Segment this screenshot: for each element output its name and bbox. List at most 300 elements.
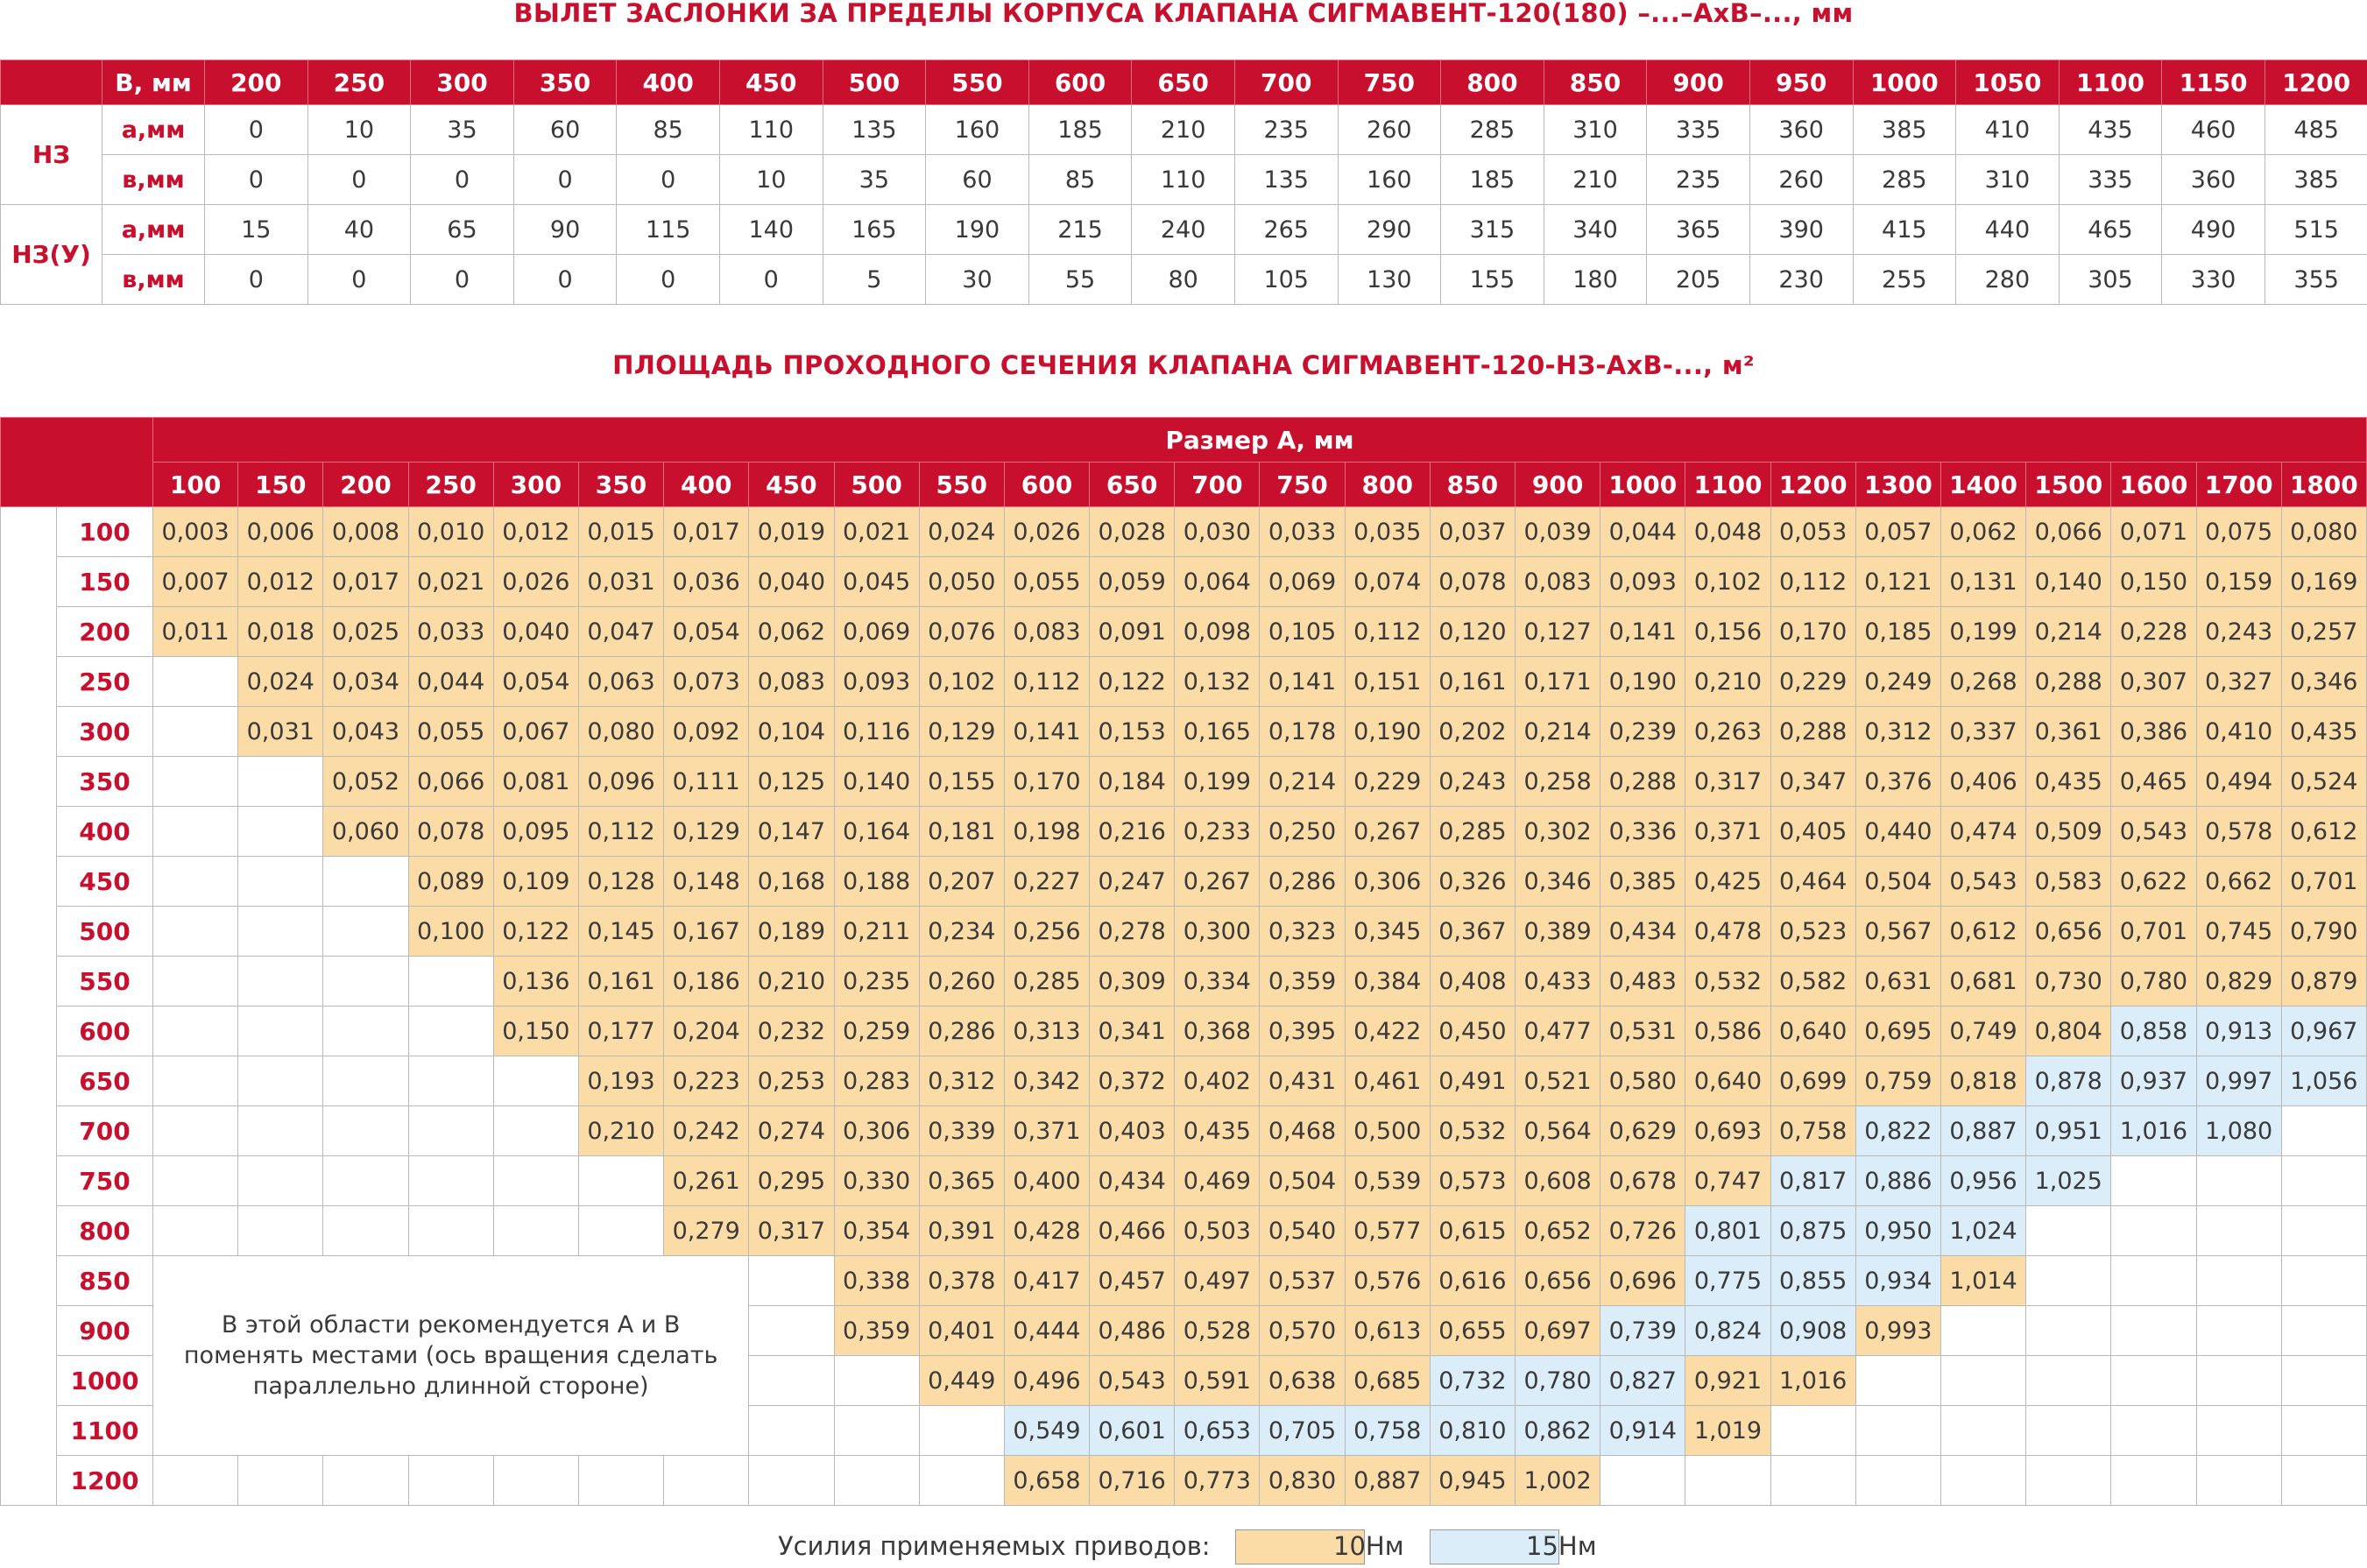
table2-empty-cell bbox=[2281, 1106, 2366, 1156]
table2-cell: 0,243 bbox=[2196, 607, 2281, 657]
table2-cell: 0,629 bbox=[1600, 1106, 1685, 1156]
table2-cell: 0,886 bbox=[1855, 1156, 1940, 1206]
table2-cell: 0,801 bbox=[1685, 1206, 1770, 1256]
table2-cell: 0,336 bbox=[1600, 807, 1685, 857]
table2-cell: 0,330 bbox=[834, 1156, 919, 1206]
table2-cell: 0,190 bbox=[1600, 657, 1685, 707]
table2-cell: 0,913 bbox=[2196, 1006, 2281, 1056]
table2-cell: 0,309 bbox=[1090, 957, 1175, 1006]
table1-cell: 285 bbox=[1853, 155, 1956, 205]
table1-cell: 85 bbox=[617, 105, 720, 155]
table1-col-header: 1150 bbox=[2162, 60, 2265, 105]
table2-empty-cell bbox=[153, 1456, 238, 1506]
table2-row-label: 350 bbox=[57, 757, 153, 807]
table2-cell: 1,002 bbox=[1516, 1456, 1600, 1506]
table2-cell: 0,697 bbox=[1516, 1306, 1600, 1356]
table2-row-label: 200 bbox=[57, 607, 153, 657]
table1-cell: 30 bbox=[926, 255, 1029, 305]
table2-cell: 0,612 bbox=[1940, 907, 2025, 957]
table1-col-header: 850 bbox=[1544, 60, 1647, 105]
table2-empty-cell bbox=[153, 757, 238, 807]
table2-col-header: 1000 bbox=[1600, 463, 1685, 507]
table1-cell: 335 bbox=[1647, 105, 1750, 155]
table2-cell: 0,199 bbox=[1940, 607, 2025, 657]
table1-col-header: 550 bbox=[926, 60, 1029, 105]
table2-cell: 0,210 bbox=[578, 1106, 663, 1156]
table2-cell: 0,285 bbox=[1004, 957, 1089, 1006]
table2-cell: 0,887 bbox=[1940, 1106, 2025, 1156]
table2-empty-cell bbox=[2111, 1156, 2196, 1206]
table2-cell: 0,131 bbox=[1940, 557, 2025, 607]
table2-cell: 0,317 bbox=[749, 1206, 834, 1256]
table2-cell: 0,613 bbox=[1345, 1306, 1430, 1356]
table2-cell: 0,824 bbox=[1685, 1306, 1770, 1356]
table1-group-label: НЗ bbox=[1, 105, 102, 205]
table2-cell: 0,537 bbox=[1260, 1256, 1345, 1306]
table2-cell: 0,025 bbox=[323, 607, 408, 657]
table2-row-label: 800 bbox=[57, 1206, 153, 1256]
table2-cell: 0,726 bbox=[1600, 1206, 1685, 1256]
table2-row-label: 1200 bbox=[57, 1456, 153, 1506]
table2-cell: 0,608 bbox=[1516, 1156, 1600, 1206]
table2-cell: 0,249 bbox=[1855, 657, 1940, 707]
table2-empty-cell bbox=[1855, 1456, 1940, 1506]
table2-cell: 0,028 bbox=[1090, 507, 1175, 557]
table2-cell: 0,112 bbox=[1345, 607, 1430, 657]
table2-cell: 0,616 bbox=[1430, 1256, 1515, 1306]
table2-cell: 0,543 bbox=[1090, 1356, 1175, 1406]
table2-cell: 0,386 bbox=[2111, 707, 2196, 757]
table2-empty-cell bbox=[749, 1406, 834, 1456]
table1-header-row bbox=[1, 60, 2367, 105]
table1-cell: 260 bbox=[1338, 105, 1441, 155]
table2-cell: 0,062 bbox=[749, 607, 834, 657]
table2-cell: 0,780 bbox=[2111, 957, 2196, 1006]
table2-empty-cell bbox=[1940, 1306, 2025, 1356]
table2-col-header: 1700 bbox=[2196, 463, 2281, 507]
table2-cell: 0,063 bbox=[578, 657, 663, 707]
table2-cell: 0,496 bbox=[1004, 1356, 1089, 1406]
table2-row-label: 300 bbox=[57, 707, 153, 757]
table2-cell: 0,017 bbox=[323, 557, 408, 607]
table2-cell: 0,567 bbox=[1855, 907, 1940, 957]
table1-cell: 280 bbox=[1956, 255, 2060, 305]
table2-empty-cell bbox=[578, 1156, 663, 1206]
table2-row-label: 900 bbox=[57, 1306, 153, 1356]
table2-cell: 1,056 bbox=[2281, 1056, 2366, 1106]
flow-area-table bbox=[0, 417, 2367, 1506]
table2-cell: 0,817 bbox=[1770, 1156, 1855, 1206]
table2-empty-cell bbox=[238, 807, 323, 857]
table2-empty-cell bbox=[2196, 1406, 2281, 1456]
legend-item-15nm: 15Нм bbox=[1526, 1531, 1597, 1561]
table2-empty-cell bbox=[323, 1056, 408, 1106]
table2-cell: 0,532 bbox=[1430, 1106, 1515, 1156]
table2-cell: 0,161 bbox=[1430, 657, 1515, 707]
table1-row bbox=[1, 205, 2367, 255]
table2-empty-cell bbox=[2111, 1356, 2196, 1406]
table1-col-header: 450 bbox=[719, 60, 823, 105]
table2-cell: 0,066 bbox=[2026, 507, 2111, 557]
table2-cell: 0,326 bbox=[1430, 857, 1515, 907]
legend-item-10nm: 10Нм bbox=[1333, 1531, 1404, 1561]
table2-cell: 0,096 bbox=[578, 757, 663, 807]
table2-empty-cell bbox=[2111, 1206, 2196, 1256]
table2-cell: 0,080 bbox=[578, 707, 663, 757]
table1-col-header: 1200 bbox=[2265, 60, 2367, 105]
table2-cell: 0,073 bbox=[664, 657, 749, 707]
table2-cell: 0,491 bbox=[1430, 1056, 1515, 1106]
table2-cell: 0,503 bbox=[1175, 1206, 1260, 1256]
table2-cell: 0,190 bbox=[1345, 707, 1430, 757]
table2-cell: 0,076 bbox=[919, 607, 1004, 657]
table2-cell: 0,312 bbox=[919, 1056, 1004, 1106]
table2-cell: 0,747 bbox=[1685, 1156, 1770, 1206]
table2-col-header: 1600 bbox=[2111, 463, 2196, 507]
table1-cell: 180 bbox=[1544, 255, 1647, 305]
table2-empty-cell bbox=[1685, 1456, 1770, 1506]
table2-cell: 0,914 bbox=[1600, 1406, 1685, 1456]
table2-cell: 0,371 bbox=[1004, 1106, 1089, 1156]
table2-cell: 0,879 bbox=[2281, 957, 2366, 1006]
table2-cell: 0,047 bbox=[578, 607, 663, 657]
table2-empty-cell bbox=[153, 657, 238, 707]
table2-empty-cell bbox=[408, 1056, 493, 1106]
table1-row-label: а,мм bbox=[102, 205, 205, 255]
table2-cell: 0,112 bbox=[1770, 557, 1855, 607]
table1-cell: 365 bbox=[1647, 205, 1750, 255]
table2-empty-cell bbox=[238, 757, 323, 807]
table2-cell: 0,457 bbox=[1090, 1256, 1175, 1306]
table2-cell: 0,189 bbox=[749, 907, 834, 957]
table2-empty-cell bbox=[1855, 1406, 1940, 1456]
table2-cell: 0,263 bbox=[1685, 707, 1770, 757]
table1-header-label: В, мм bbox=[102, 60, 205, 105]
table1-cell: 360 bbox=[1749, 105, 1853, 155]
table2-cell: 0,243 bbox=[1430, 757, 1515, 807]
table2-cell: 0,543 bbox=[2111, 807, 2196, 857]
table2-corner-cell bbox=[1, 418, 153, 507]
table2-header-row-2 bbox=[1, 463, 2367, 507]
table2-cell: 0,652 bbox=[1516, 1206, 1600, 1256]
table2-cell: 0,405 bbox=[1770, 807, 1855, 857]
table2-cell: 0,109 bbox=[493, 857, 578, 907]
table2-empty-cell bbox=[749, 1456, 834, 1506]
table2-empty-cell bbox=[238, 1106, 323, 1156]
table1-cell: 160 bbox=[1338, 155, 1441, 205]
table2-empty-cell bbox=[493, 1056, 578, 1106]
table2-cell: 0,035 bbox=[1345, 507, 1430, 557]
table2-col-header: 650 bbox=[1090, 463, 1175, 507]
table2-cell: 0,368 bbox=[1175, 1006, 1260, 1056]
table2-cell: 0,256 bbox=[1004, 907, 1089, 957]
table2-cell: 0,359 bbox=[1260, 957, 1345, 1006]
table2-cell: 0,749 bbox=[1940, 1006, 2025, 1056]
table1-cell: 255 bbox=[1853, 255, 1956, 305]
table2-cell: 0,434 bbox=[1600, 907, 1685, 957]
table2-cell: 0,034 bbox=[323, 657, 408, 707]
table2-cell: 0,155 bbox=[919, 757, 1004, 807]
table2-cell: 0,827 bbox=[1600, 1356, 1685, 1406]
table1-col-header: 750 bbox=[1338, 60, 1441, 105]
table2-cell: 0,078 bbox=[1430, 557, 1515, 607]
table2-cell: 0,064 bbox=[1175, 557, 1260, 607]
table2-cell: 0,829 bbox=[2196, 957, 2281, 1006]
table2-cell: 0,378 bbox=[919, 1256, 1004, 1306]
table2-cell: 0,312 bbox=[1855, 707, 1940, 757]
table2-cell: 0,031 bbox=[238, 707, 323, 757]
table2-cell: 0,288 bbox=[1770, 707, 1855, 757]
table2-empty-cell bbox=[2281, 1306, 2366, 1356]
table2-cell: 1,014 bbox=[1940, 1256, 2025, 1306]
table2-cell: 0,295 bbox=[749, 1156, 834, 1206]
table2-cell: 0,060 bbox=[323, 807, 408, 857]
table2-cell: 0,021 bbox=[408, 557, 493, 607]
table2-cell: 0,170 bbox=[1770, 607, 1855, 657]
table1-cell: 185 bbox=[1441, 155, 1544, 205]
table2-cell: 0,532 bbox=[1685, 957, 1770, 1006]
table2-cell: 0,250 bbox=[1260, 807, 1345, 857]
table2-cell: 0,658 bbox=[1004, 1456, 1089, 1506]
table1-row bbox=[1, 255, 2367, 305]
table2-cell: 0,024 bbox=[238, 657, 323, 707]
table1-cell: 0 bbox=[513, 155, 617, 205]
table2-cell: 0,500 bbox=[1345, 1106, 1430, 1156]
table2-cell: 0,054 bbox=[493, 657, 578, 707]
table2-cell: 0,701 bbox=[2281, 857, 2366, 907]
table2-cell: 0,233 bbox=[1175, 807, 1260, 857]
table2-cell: 0,286 bbox=[919, 1006, 1004, 1056]
table2-row-label: 400 bbox=[57, 807, 153, 857]
table2-cell: 0,822 bbox=[1855, 1106, 1940, 1156]
table2-cell: 0,132 bbox=[1175, 657, 1260, 707]
table2-cell: 0,128 bbox=[578, 857, 663, 907]
table2-cell: 0,434 bbox=[1090, 1156, 1175, 1206]
table1-cell: 385 bbox=[1853, 105, 1956, 155]
table2-cell: 0,006 bbox=[238, 507, 323, 557]
table2-cell: 0,993 bbox=[1855, 1306, 1940, 1356]
table1-cell: 215 bbox=[1028, 205, 1132, 255]
table2-cell: 0,583 bbox=[2026, 857, 2111, 907]
table2-cell: 0,012 bbox=[238, 557, 323, 607]
table2-cell: 0,055 bbox=[1004, 557, 1089, 607]
table1-cell: 55 bbox=[1028, 255, 1132, 305]
table2-cell: 0,257 bbox=[2281, 607, 2366, 657]
table2-cell: 0,338 bbox=[834, 1256, 919, 1306]
table2-cell: 0,950 bbox=[1855, 1206, 1940, 1256]
table1-cell: 35 bbox=[411, 105, 514, 155]
table1-cell: 80 bbox=[1132, 255, 1235, 305]
table2-cell: 0,040 bbox=[493, 607, 578, 657]
table2-cell: 0,573 bbox=[1430, 1156, 1515, 1206]
table2-cell: 0,214 bbox=[1260, 757, 1345, 807]
table2-cell: 0,486 bbox=[1090, 1306, 1175, 1356]
table2-empty-cell bbox=[2026, 1356, 2111, 1406]
table2-empty-cell bbox=[2196, 1306, 2281, 1356]
table2-empty-cell bbox=[408, 1156, 493, 1206]
table2-cell: 0,428 bbox=[1004, 1206, 1089, 1256]
table1-cell: 465 bbox=[2059, 205, 2162, 255]
table1-corner-cell bbox=[1, 60, 102, 105]
table2-empty-cell bbox=[1940, 1406, 2025, 1456]
table2-empty-cell bbox=[323, 857, 408, 907]
table1-cell: 310 bbox=[1544, 105, 1647, 155]
table2-cell: 0,210 bbox=[749, 957, 834, 1006]
table2-cell: 0,549 bbox=[1004, 1406, 1089, 1456]
table1-cell: 105 bbox=[1234, 255, 1338, 305]
table2-empty-cell bbox=[2196, 1356, 2281, 1406]
table2-empty-cell bbox=[238, 1006, 323, 1056]
table2-row bbox=[1, 957, 2367, 1006]
table2-cell: 0,612 bbox=[2281, 807, 2366, 857]
table2-cell: 0,177 bbox=[578, 1006, 663, 1056]
table2-cell: 0,127 bbox=[1516, 607, 1600, 657]
table2-col-header: 1300 bbox=[1855, 463, 1940, 507]
table2-row-label: 1000 bbox=[57, 1356, 153, 1406]
table2-cell: 0,540 bbox=[1260, 1206, 1345, 1256]
table2-cell: 0,371 bbox=[1685, 807, 1770, 857]
table2-row bbox=[1, 757, 2367, 807]
table2-cell: 0,937 bbox=[2111, 1056, 2196, 1106]
table2-cell: 0,578 bbox=[2196, 807, 2281, 857]
table1-col-header: 250 bbox=[307, 60, 411, 105]
table2-cell: 0,178 bbox=[1260, 707, 1345, 757]
table2-cell: 0,855 bbox=[1770, 1256, 1855, 1306]
table2-cell: 0,019 bbox=[749, 507, 834, 557]
table2-cell: 0,367 bbox=[1430, 907, 1515, 957]
table2-cell: 0,640 bbox=[1685, 1056, 1770, 1106]
table2-cell: 0,083 bbox=[1516, 557, 1600, 607]
table2-cell: 0,921 bbox=[1685, 1356, 1770, 1406]
table1-cell: 485 bbox=[2265, 105, 2367, 155]
table2-row bbox=[1, 1456, 2367, 1506]
table2-empty-cell bbox=[749, 1306, 834, 1356]
table2-cell: 0,268 bbox=[1940, 657, 2025, 707]
table1-cell: 60 bbox=[926, 155, 1029, 205]
table2-empty-cell bbox=[323, 1206, 408, 1256]
table2-cell: 0,395 bbox=[1260, 1006, 1345, 1056]
table1-row bbox=[1, 105, 2367, 155]
table2-cell: 0,730 bbox=[2026, 957, 2111, 1006]
table2-empty-cell bbox=[749, 1356, 834, 1406]
table2-cell: 0,053 bbox=[1770, 507, 1855, 557]
table1-col-header: 600 bbox=[1028, 60, 1132, 105]
table2-empty-cell bbox=[2281, 1156, 2366, 1206]
table2-cell: 0,384 bbox=[1345, 957, 1430, 1006]
table2-cell: 0,810 bbox=[1430, 1406, 1515, 1456]
table1-row-label: в,мм bbox=[102, 255, 205, 305]
table2-empty-cell bbox=[2111, 1306, 2196, 1356]
table2-cell: 0,259 bbox=[834, 1006, 919, 1056]
table2-empty-cell bbox=[153, 857, 238, 907]
table2-cell: 0,945 bbox=[1430, 1456, 1515, 1506]
table1-cell: 305 bbox=[2059, 255, 2162, 305]
table2-cell: 0,640 bbox=[1770, 1006, 1855, 1056]
table2-cell: 0,577 bbox=[1345, 1206, 1430, 1256]
table2-cell: 0,461 bbox=[1345, 1056, 1430, 1106]
table2-empty-cell bbox=[153, 1156, 238, 1206]
table2-cell: 0,242 bbox=[664, 1106, 749, 1156]
table2-cell: 0,247 bbox=[1090, 857, 1175, 907]
table1-col-header: 400 bbox=[617, 60, 720, 105]
table2-cell: 0,385 bbox=[1600, 857, 1685, 907]
table2-cell: 0,346 bbox=[2281, 657, 2366, 707]
table2-cell: 0,054 bbox=[664, 607, 749, 657]
table2-empty-cell bbox=[493, 1206, 578, 1256]
table2-cell: 0,078 bbox=[408, 807, 493, 857]
table2-cell: 0,037 bbox=[1430, 507, 1515, 557]
table2-cell: 0,478 bbox=[1685, 907, 1770, 957]
table1-cell: 110 bbox=[719, 105, 823, 155]
table2-col-header: 700 bbox=[1175, 463, 1260, 507]
table2-cell: 0,100 bbox=[408, 907, 493, 957]
table2-cell: 0,095 bbox=[493, 807, 578, 857]
table2-cell: 0,261 bbox=[664, 1156, 749, 1206]
table2-cell: 0,345 bbox=[1345, 907, 1430, 957]
table2-cell: 0,732 bbox=[1430, 1356, 1515, 1406]
table2-empty-cell bbox=[238, 957, 323, 1006]
table2-cell: 0,015 bbox=[578, 507, 663, 557]
table2-empty-cell bbox=[408, 1456, 493, 1506]
table1-cell: 310 bbox=[1956, 155, 2060, 205]
table2-cell: 0,656 bbox=[1516, 1256, 1600, 1306]
table2-cell: 0,539 bbox=[1345, 1156, 1430, 1206]
table2-empty-cell bbox=[578, 1456, 663, 1506]
table2-cell: 0,622 bbox=[2111, 857, 2196, 907]
table1-cell: 40 bbox=[307, 205, 411, 255]
legend bbox=[0, 1526, 2367, 1568]
table2-cell: 0,098 bbox=[1175, 607, 1260, 657]
table2-cell: 0,464 bbox=[1770, 857, 1855, 907]
table2-cell: 0,059 bbox=[1090, 557, 1175, 607]
table2-cell: 0,214 bbox=[1516, 707, 1600, 757]
table2-cell: 0,122 bbox=[1090, 657, 1175, 707]
table2-cell: 0,576 bbox=[1345, 1256, 1430, 1306]
table2-empty-cell bbox=[408, 1206, 493, 1256]
table2-cell: 0,509 bbox=[2026, 807, 2111, 857]
table2-cell: 0,528 bbox=[1175, 1306, 1260, 1356]
table2-empty-cell bbox=[2196, 1156, 2281, 1206]
table2-empty-cell bbox=[238, 1156, 323, 1206]
table2-cell: 0,951 bbox=[2026, 1106, 2111, 1156]
table2-row bbox=[1, 707, 2367, 757]
table2-empty-cell bbox=[408, 957, 493, 1006]
table2-empty-cell bbox=[153, 1006, 238, 1056]
table1-cell: 0 bbox=[411, 255, 514, 305]
table2-cell: 0,069 bbox=[1260, 557, 1345, 607]
table1-cell: 90 bbox=[513, 205, 617, 255]
table2-cell: 0,504 bbox=[1855, 857, 1940, 907]
table2-cell: 0,956 bbox=[1940, 1156, 2025, 1206]
table2-cell: 0,062 bbox=[1940, 507, 2025, 557]
table2-cell: 0,818 bbox=[1940, 1056, 2025, 1106]
table2-col-header: 450 bbox=[749, 463, 834, 507]
table2-title: ПЛОЩАДЬ ПРОХОДНОГО СЕЧЕНИЯ КЛАПАНА СИГМАВЕНТ-120-НЗ-АхВ-..., м² bbox=[612, 350, 1755, 380]
table2-cell: 0,830 bbox=[1260, 1456, 1345, 1506]
table1-col-header: 500 bbox=[823, 60, 926, 105]
table2-col-header: 400 bbox=[664, 463, 749, 507]
table2-empty-cell bbox=[493, 1106, 578, 1156]
table2-cell: 0,071 bbox=[2111, 507, 2196, 557]
table2-cell: 0,089 bbox=[408, 857, 493, 907]
table2-cell: 0,120 bbox=[1430, 607, 1515, 657]
table2-cell: 0,168 bbox=[749, 857, 834, 907]
table2-col-header: 1500 bbox=[2026, 463, 2111, 507]
table2-cell: 0,422 bbox=[1345, 1006, 1430, 1056]
table2-cell: 0,253 bbox=[749, 1056, 834, 1106]
table2-cell: 0,045 bbox=[834, 557, 919, 607]
table2-cell: 0,050 bbox=[919, 557, 1004, 607]
